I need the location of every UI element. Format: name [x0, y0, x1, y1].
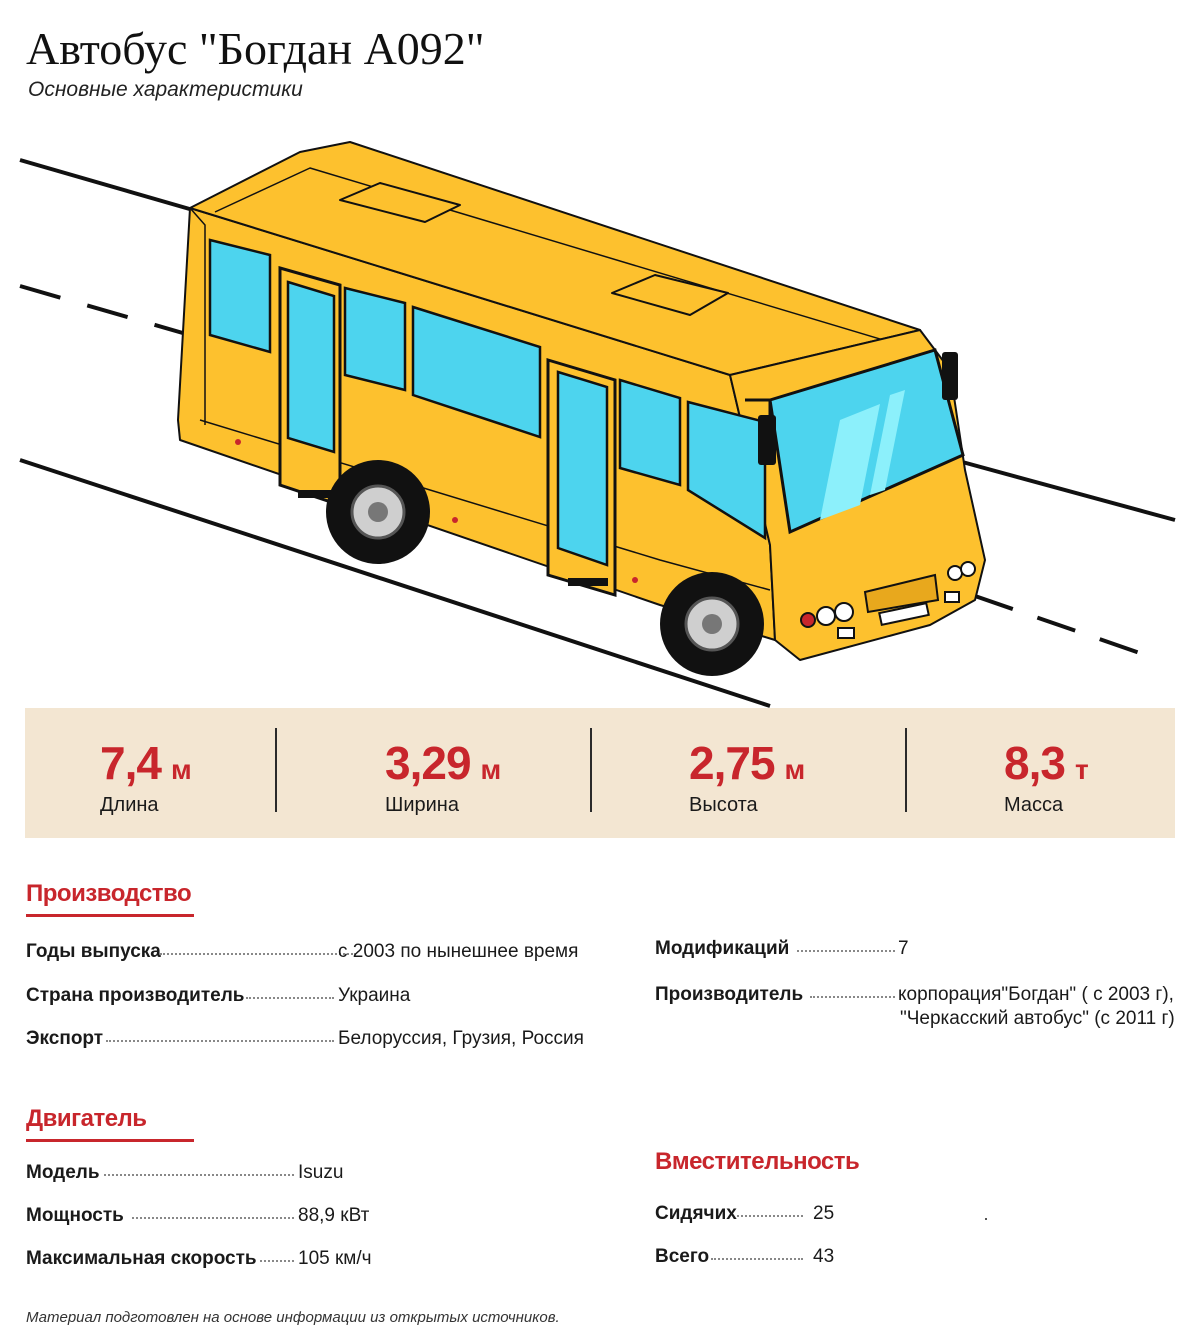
spec-value: 43	[813, 1246, 835, 1267]
spec-value: 105 км/ч	[298, 1248, 372, 1269]
spec-row-manufacturer	[655, 983, 1185, 1033]
spec-row-model	[26, 1161, 526, 1185]
dot-leader	[104, 1174, 294, 1176]
spec-label: Модель	[26, 1162, 100, 1183]
dot-leader	[132, 1217, 294, 1219]
stats-band	[25, 708, 1175, 838]
section-title-engine: Двигатель	[26, 1105, 147, 1132]
section-title-production: Производство	[26, 880, 192, 907]
spec-value: 25	[813, 1203, 835, 1224]
dot-leader	[160, 953, 356, 955]
section-title-capacity: Вместительность	[655, 1148, 860, 1175]
dot-leader	[711, 1258, 803, 1260]
spec-label: Сидячих	[655, 1203, 737, 1224]
stat-unit: т	[1074, 754, 1089, 785]
spec-label: Производитель	[655, 984, 804, 1005]
spec-row-modifications	[655, 937, 1185, 961]
stray-dot	[985, 1218, 987, 1220]
stat-label: Длина	[100, 794, 159, 816]
spec-row-seated	[655, 1202, 955, 1226]
spec-label: Страна производитель	[26, 985, 245, 1006]
spec-row-years	[26, 940, 596, 964]
stat-height	[592, 708, 905, 838]
dot-leader	[260, 1260, 294, 1262]
stat-mass	[907, 708, 1175, 838]
stat-value: 8,3	[1004, 737, 1065, 789]
spec-label: Мощность	[26, 1205, 124, 1226]
spec-value: корпорация"Богдан" ( с 2003 г),	[898, 984, 1174, 1005]
stat-width	[277, 708, 590, 838]
spec-value: Белоруссия, Грузия, Россия	[338, 1028, 584, 1049]
stat-unit: м	[170, 754, 192, 785]
spec-row-max-speed	[26, 1247, 526, 1271]
stat-label: Ширина	[385, 794, 459, 816]
stat-value: 3,29	[385, 737, 471, 789]
stat-label: Масса	[1004, 794, 1064, 816]
stat-value: 2,75	[689, 737, 775, 789]
section-underline	[26, 1139, 194, 1142]
spec-value: Isuzu	[298, 1162, 344, 1183]
bus-illustration	[0, 110, 1200, 710]
page-title: Автобус "Богдан А092"	[26, 23, 485, 74]
spec-label: Всего	[655, 1246, 710, 1267]
spec-row-total	[655, 1245, 955, 1269]
footnote: Материал подготовлен на основе информации из открытых источников.	[26, 1309, 560, 1326]
stat-value: 7,4	[100, 737, 161, 789]
spec-label: Экспорт	[26, 1028, 104, 1049]
stat-unit: м	[480, 754, 502, 785]
section-underline	[26, 914, 194, 917]
spec-row-export	[26, 1027, 596, 1051]
spec-label: Максимальная скорость	[26, 1248, 257, 1269]
stat-label: Высота	[689, 794, 758, 816]
dot-leader	[737, 1215, 803, 1217]
spec-value: с 2003 по нынешнее время	[338, 941, 579, 962]
dot-leader	[106, 1040, 334, 1042]
stat-unit: м	[784, 754, 806, 785]
spec-value: 88,9 кВт	[298, 1205, 370, 1226]
spec-label: Модификаций	[655, 938, 790, 959]
spec-value: Украина	[338, 985, 411, 1006]
dot-leader	[797, 950, 895, 952]
spec-row-country	[26, 984, 596, 1008]
spec-value: 7	[898, 938, 909, 959]
spec-label: Годы выпуска	[26, 941, 161, 962]
spec-value-line2: "Черкасский автобус" (с 2011 г)	[900, 1008, 1175, 1029]
dot-leader	[246, 997, 334, 999]
spec-row-power	[26, 1204, 526, 1228]
page-subtitle: Основные характеристики	[28, 78, 303, 101]
dot-leader	[810, 996, 895, 998]
stat-length	[25, 708, 275, 838]
